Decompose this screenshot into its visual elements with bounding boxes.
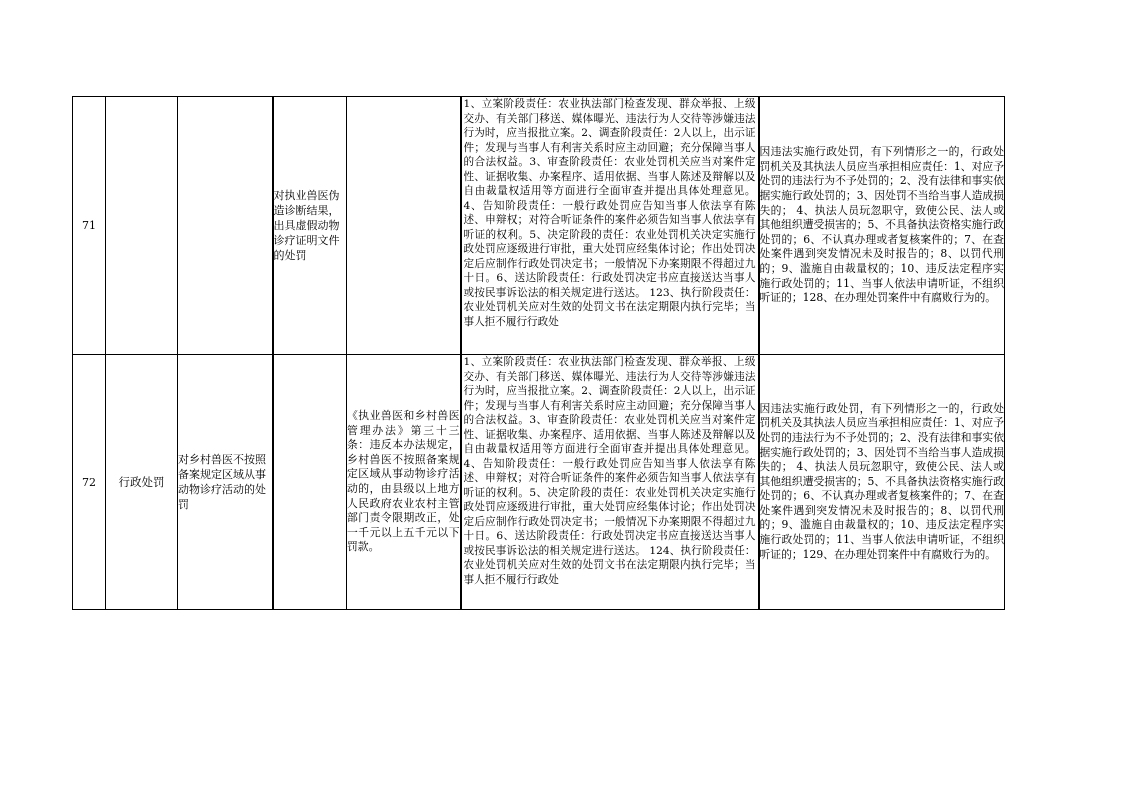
responsibility-text: 1、立案阶段责任：农业执法部门检查发现、群众举报、上级交办、有关部门移送、媒体曝光、违法行为人交待等涉嫌违法行为时，应当报批立案。2、调查阶段责任：2人以上，出示证件；发现与当事人有利害关系时应主动回避；充分保障当事人的合法权益。3、审查阶段责任：农业处罚机关应当对案件定性、证据收集、办案程序、适用依据、当事人陈述及辩解以及自由裁量权适用等方面进行全面审查并提出具体处理意见。4、告知阶段责任：一般行政处罚应告知当事人依法享有陈述、申辩权；对符合听证条件的案件必须告知当事人依法享有听证的权利。5、决定阶段的责任：农业处罚机关决定实施行政处罚应逐级进行审批，重大处罚应经集体讨论；作出处罚决定后应制作行政处罚决定书；一般情况下办案期限不得超过九十日。6、送达阶段责任：行政处罚决定书应直接送达当事人或按民事诉讼法的相关规定进行送达。 123、执行阶段责任：农业处罚机关应对生效的处罚文书在法定期限内执行完毕；当事人拒不履行行政处 <box>463 98 756 328</box>
sub-item-cell <box>273 355 347 610</box>
sub-item-cell: 对执业兽医伪造诊断结果，出具虚假动物诊疗证明文件的处罚 <box>273 97 347 355</box>
category-cell: 行政处罚 <box>106 355 178 610</box>
responsibility-cell <box>461 355 759 610</box>
category-cell <box>106 97 178 355</box>
row-number-cell: 71 <box>73 97 106 355</box>
table-row <box>73 355 1005 610</box>
table-row <box>73 97 1005 355</box>
row-number-cell: 72 <box>73 355 106 610</box>
responsibility-cell <box>461 97 759 355</box>
item-name-cell: 对乡村兽医不按照备案规定区域从事动物诊疗活动的处罚 <box>178 355 273 610</box>
responsibility-text: 1、立案阶段责任：农业执法部门检查发现、群众举报、上级交办、有关部门移送、媒体曝光、违法行为人交待等涉嫌违法行为时，应当报批立案。2、调查阶段责任：2人以上，出示证件；发现与当事人有利害关系时应主动回避；充分保障当事人的合法权益。3、审查阶段责任：农业处罚机关应当对案件定性、证据收集、办案程序、适用依据、当事人陈述及辩解以及自由裁量权适用等方面进行全面审查并提出具体处理意见。4、告知阶段责任：一般行政处罚应告知当事人依法享有陈述、申辩权；对符合听证条件的案件必须告知当事人依法享有听证的权利。5、决定阶段的责任：农业处罚机关决定实施行政处罚应逐级进行审批，重大处罚应经集体讨论；作出处罚决定后应制作行政处罚决定书；一般情况下办案期限不得超过九十日。6、送达阶段责任：行政处罚决定书应直接送达当事人或按民事诉讼法的相关规定进行送达。 124、执行阶段责任：农业处罚机关应对生效的处罚文书在法定期限内执行完毕；当事人拒不履行行政处 <box>463 356 756 586</box>
accountability-cell: 因违法实施行政处罚，有下列情形之一的，行政处罚机关及其执法人员应当承担相应责任：1、对应予处罚的违法行为不予处罚的；2、没有法律和事实依据实施行政处罚的；3、因处罚不当给当事人造成损失的； 4、执法人员玩忽职守，致使公民、法人或其他组织遭受损害的；5、不具备执法资格实施行政处罚的；6、不认真办理或者复核案件的；7、在查处案件遇到突发情况未及时报告的；8、以罚代刑的；9、滥施自由裁量权的；10、违反法定程序实施行政处罚的；11、当事人依法申请听证，不组织听证的；129、在办理处罚案件中有腐败行为的。 <box>759 355 1005 610</box>
power-list-table <box>72 96 1005 610</box>
legal-basis-cell <box>347 97 461 355</box>
legal-basis-cell: 《执业兽医和乡村兽医管理办法》第三十三条：违反本办法规定，乡村兽医不按照备案规定区域从事动物诊疗活动的，由县级以上地方人民政府农业农村主管部门责令限期改正，处一千元以上五千元以下罚款。 <box>347 355 461 610</box>
item-name-cell <box>178 97 273 355</box>
accountability-cell: 因违法实施行政处罚，有下列情形之一的，行政处罚机关及其执法人员应当承担相应责任：1、对应予处罚的违法行为不予处罚的；2、没有法律和事实依据实施行政处罚的；3、因处罚不当给当事人造成损失的； 4、执法人员玩忽职守，致使公民、法人或其他组织遭受损害的；5、不具备执法资格实施行政处罚的；6、不认真办理或者复核案件的；7、在查处案件遇到突发情况未及时报告的；8、以罚代刑的；9、滥施自由裁量权的；10、违反法定程序实施行政处罚的；11、当事人依法申请听证，不组织听证的；128、在办理处罚案件中有腐败行为的。 <box>759 97 1005 355</box>
